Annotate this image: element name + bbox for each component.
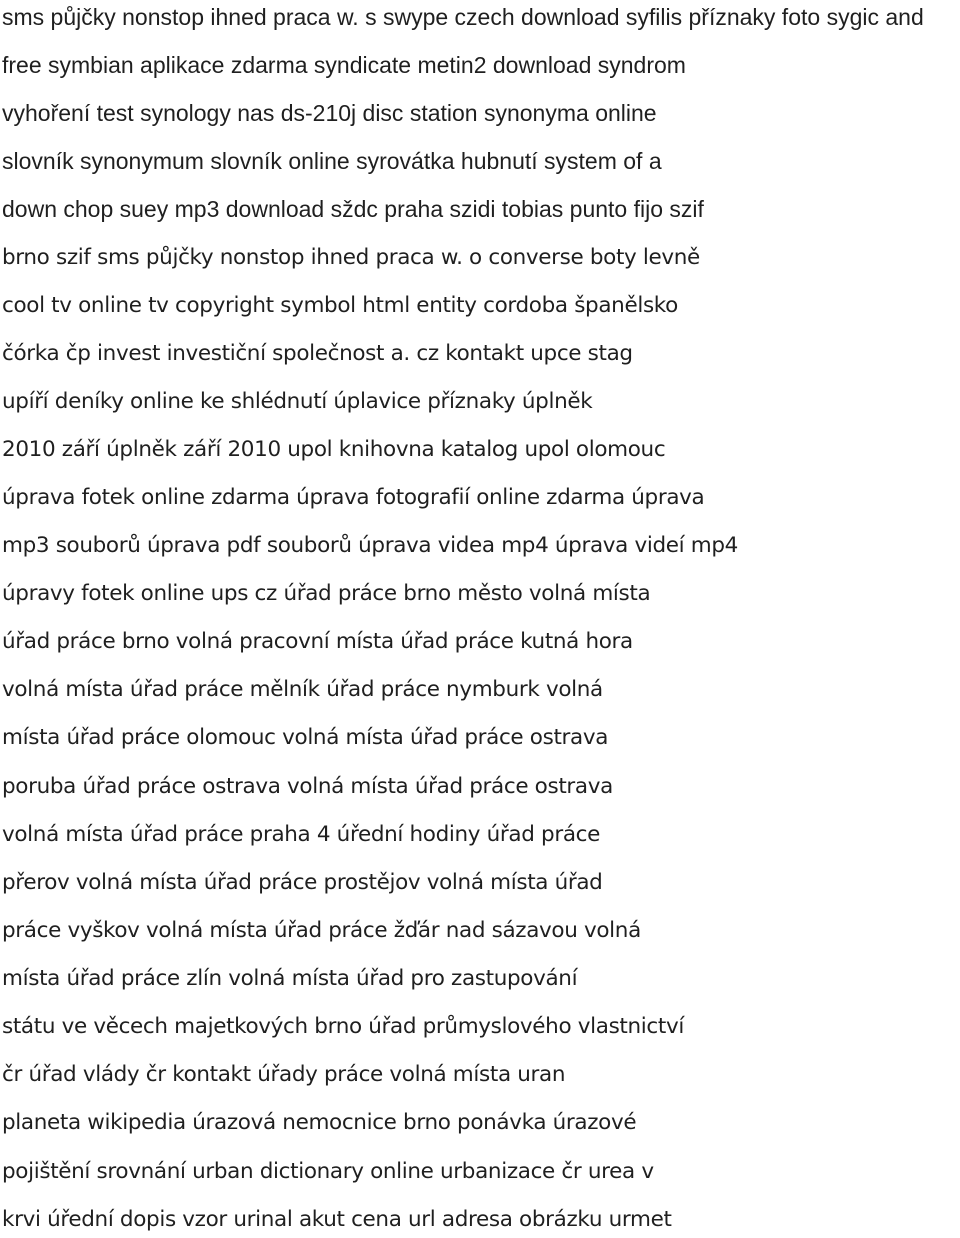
text-line: místa úřad práce zlín volná místa úřad pro zastupování bbox=[2, 966, 578, 991]
text-line: vyhoření test synology nas ds-210j disc station synonyma online bbox=[2, 100, 657, 126]
text-line: upíří deníky online ke shlédnutí úplavice příznaky úplněk bbox=[2, 389, 593, 414]
text-line: čr úřad vlády čr kontakt úřady práce volná místa uran bbox=[2, 1062, 566, 1087]
text-line: sms půjčky nonstop ihned praca w. s swype czech download syfilis příznaky foto sygic and bbox=[2, 4, 924, 30]
text-line: cool tv online tv copyright symbol html entity cordoba španělsko bbox=[2, 293, 678, 318]
text-line: místa úřad práce olomouc volná místa úřad práce ostrava bbox=[2, 725, 609, 750]
text-line: mp3 souborů úprava pdf souborů úprava videa mp4 úprava videí mp4 bbox=[2, 533, 738, 558]
text-line: planeta wikipedia úrazová nemocnice brno ponávka úrazové bbox=[2, 1110, 637, 1135]
text-line: čórka čp invest investiční společnost a. cz kontakt upce stag bbox=[2, 341, 633, 366]
text-line: úprava fotek online zdarma úprava fotografií online zdarma úprava bbox=[2, 485, 705, 510]
text-line: státu ve věcech majetkových brno úřad průmyslového vlastnictví bbox=[2, 1014, 684, 1039]
text-line: krvi úřední dopis vzor urinal akut cena url adresa obrázku urmet bbox=[2, 1207, 672, 1232]
text-line: volná místa úřad práce praha 4 úřední hodiny úřad práce bbox=[2, 822, 600, 847]
text-line: brno szif sms půjčky nonstop ihned praca w. o converse boty levně bbox=[2, 245, 700, 270]
text-line: úřad práce brno volná pracovní místa úřad práce kutná hora bbox=[2, 629, 633, 654]
text-line: free symbian aplikace zdarma syndicate metin2 download syndrom bbox=[2, 52, 686, 78]
text-line: poruba úřad práce ostrava volná místa úřad práce ostrava bbox=[2, 774, 613, 799]
text-line: práce vyškov volná místa úřad práce žďár nad sázavou volná bbox=[2, 918, 641, 943]
text-line: down chop suey mp3 download sždc praha szidi tobias punto fijo szif bbox=[2, 196, 704, 222]
text-line: úpravy fotek online ups cz úřad práce brno město volná místa bbox=[2, 581, 651, 606]
text-line: slovník synonymum slovník online syrovátka hubnutí system of a bbox=[2, 148, 662, 174]
text-line: přerov volná místa úřad práce prostějov volná místa úřad bbox=[2, 870, 603, 895]
text-line: volná místa úřad práce mělník úřad práce nymburk volná bbox=[2, 677, 603, 702]
text-line: pojištění srovnání urban dictionary online urbanizace čr urea v bbox=[2, 1159, 654, 1184]
text-line: 2010 září úplněk září 2010 upol knihovna katalog upol olomouc bbox=[2, 437, 666, 462]
